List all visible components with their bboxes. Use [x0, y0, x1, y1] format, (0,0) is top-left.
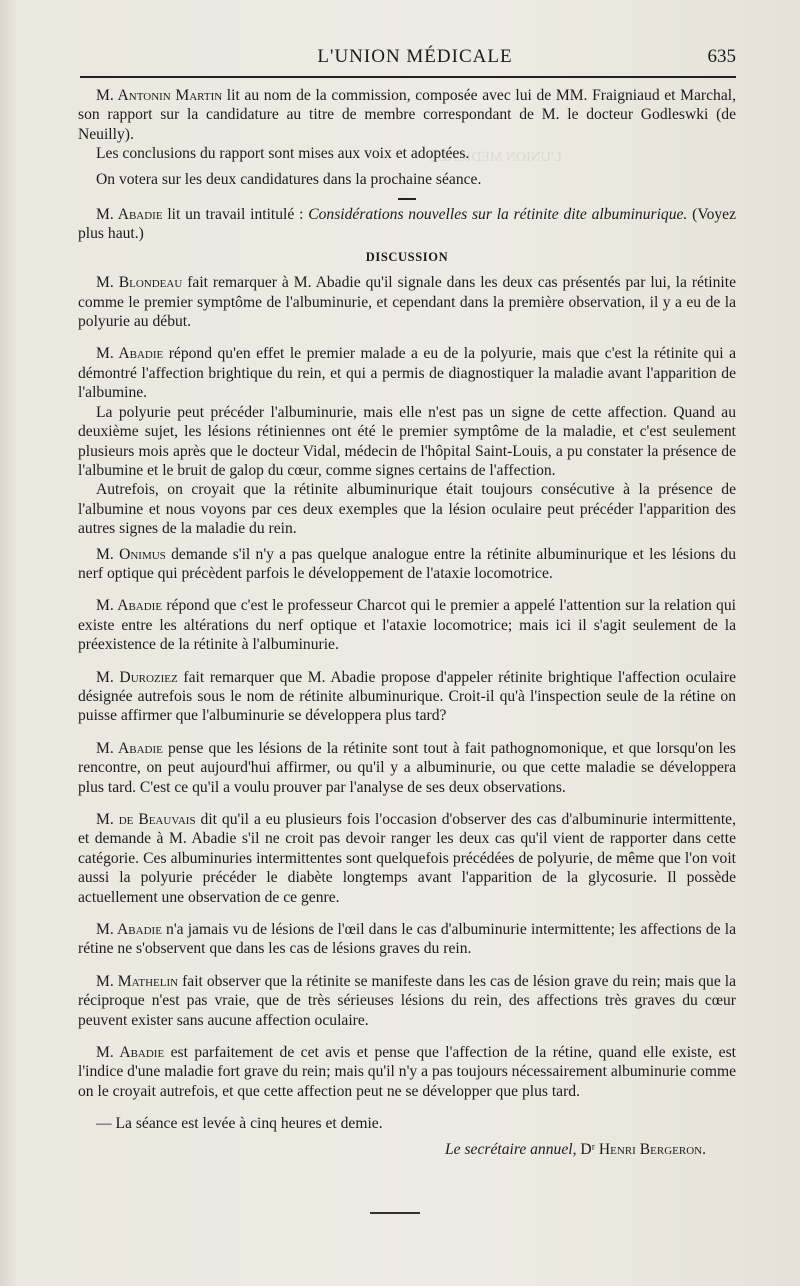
- speaker-name: M. Onimus: [96, 545, 166, 563]
- paragraph-de-beauvais: [78, 810, 736, 907]
- speaker-name: M. Abadie: [96, 206, 163, 224]
- running-title: L'UNION MÉDICALE: [317, 46, 513, 67]
- signature-name: Dʳ Henri Bergeron.: [580, 1140, 706, 1158]
- speaker-name: M. Abadie: [96, 345, 164, 363]
- signature: [78, 1140, 736, 1159]
- page-header: [80, 40, 750, 72]
- header-rule: [80, 76, 736, 78]
- paragraph-text: lit un travail intitulé :: [162, 206, 309, 224]
- paragraph-duroziez: [78, 668, 736, 726]
- bleed-through-text: L'UNION MÉDICALE: [430, 150, 563, 165]
- paragraph-conclusions: Les conclusions du rapport sont mises aux voix et adoptées.: [96, 145, 470, 163]
- paragraph-abadie-reply-3: [78, 739, 736, 797]
- document-body: [78, 86, 736, 1159]
- paragraph-abadie-reply-4: [78, 920, 736, 959]
- paragraph-abadie-reply-2: [78, 596, 736, 654]
- paragraph-polyurie: La polyurie peut précéder l'albuminurie, mais elle n'est pas un signe de cette affection. Quand au deuxième sujet, les lésions rétiniennes ont été le premier symptôme de la maladie, et c'est seulement plusieurs mois après que le docteur Vidal, médecin de l'hôpital Saint-Louis, a pu constater la présence de l'albumine et le bruit de galop du cœur, comme signes certains de l'affection.: [78, 403, 736, 479]
- paragraph-text: répond que c'est le professeur Charcot qui le premier a appelé l'attention sur la relation qui existe entre les altérations du nerf optique et l'ataxie locomotrice; mais ici il s'agit seulement de la préexistence de la rétinite à l'albuminurie.: [78, 597, 736, 654]
- page-number: 635: [707, 46, 736, 67]
- paragraph-text: fait remarquer que M. Abadie propose d'appeler rétinite brightique l'affection oculaire désignée autrefois sous le nom de rétinite albuminurique. Croit-il qu'à l'inspection seule de la rétine on puisse affirmer que l'albuminurie se développera plus tard?: [78, 668, 736, 725]
- speaker-name: M. Abadie: [96, 921, 162, 939]
- paragraph-mathelin: [78, 972, 736, 1030]
- speaker-name: M. Abadie: [96, 739, 163, 757]
- paragraph-text: pense que les lésions de la rétinite sont tout à fait pathognomonique, et que lorsqu'on les rencontre, on peut aujourd'hui affirmer, ou qu'il y a albuminurie, ou que cette maladie se développera plus tard. C'est ce qu'il a voulu prouver par l'analyse de ses deux observations.: [78, 739, 736, 796]
- paragraph-text: fait observer que la rétinite se manifeste dans les cas de lésion grave du rein; mais que la réciproque n'est pas vraie, que de très sérieuses lésions du rein, des affections très graves du cœur peuvent exister sans aucune affection oculaire.: [78, 972, 736, 1029]
- paragraph-text: dit qu'il a eu plusieurs fois l'occasion d'observer des cas d'albuminurie intermittente, et demande à M. Abadie s'il ne croit pas devoir ranger les deux cas qu'il vient de rapporter dans cette catégorie. Ces albuminuries intermittentes sont quelquefois précédées de polyurie, de même que l'on voit aussi la polyurie précéder le diabète longtemps avant l'apparition de la glycosurie. Il possède actuellement une observation de ce genre.: [78, 811, 736, 906]
- paragraph-abadie-paper: [78, 205, 736, 244]
- speaker-name: M. de Beauvais: [96, 811, 196, 828]
- speaker-name: M. Duroziez: [96, 668, 178, 686]
- paragraph-onimus: [78, 545, 736, 584]
- paragraph-text: fait remarquer à M. Abadie qu'il signale dans les deux cas présentés par lui, la rétinite comme le premier symptôme de l'albuminurie, et cependant dans la première observation, il y a eu de la polyurie au début.: [78, 274, 736, 331]
- paragraph-text: lit au nom de la commission, composée avec lui de MM. Fraigniaud et Marchal, son rapport sur la candidature au titre de membre correspondant de M. le docteur Godleswki (de Neuilly).: [78, 87, 736, 143]
- paragraph-blondeau: [78, 273, 736, 331]
- paper-title: Considérations nouvelles sur la rétinite dite albuminurique.: [308, 206, 688, 224]
- paragraph-text: demande s'il n'y a pas quelque analogue entre la rétinite albuminurique et les lésions du nerf optique qui précèdent parfois le développement de l'ataxie locomotrice.: [78, 545, 737, 582]
- signature-role: Le secrétaire annuel,: [444, 1140, 581, 1158]
- speaker-name: M. Abadie: [96, 597, 163, 615]
- paragraph-martin-report: [78, 86, 736, 144]
- paragraph-abadie-reply-5: [78, 1043, 736, 1101]
- section-rule: [398, 198, 416, 200]
- speaker-name: M. Antonin Martin: [96, 87, 223, 104]
- paragraph-seance-levee: — La séance est levée à cinq heures et demie.: [96, 1115, 383, 1133]
- paragraph-autrefois: Autrefois, on croyait que la rétinite albuminurique était toujours consécutive à la présence de l'albumine et nous voyons par ces deux exemples que la lésion oculaire peut précéder l'apparition des autres signes de la maladie du rein.: [78, 481, 736, 538]
- discussion-heading: DISCUSSION: [365, 249, 449, 264]
- paragraph-abadie-reply-1: [78, 344, 736, 402]
- paragraph-text: répond qu'en effet le premier malade a eu de la polyurie, mais que c'est la rétinite qui a démontré l'affection brightique du rein, et qui a permis de diagnostiquer la maladie avant l'apparition de l'albumine.: [78, 345, 736, 402]
- speaker-name: M. Abadie: [96, 1044, 165, 1062]
- paragraph-text: (Voyez plus haut.): [78, 206, 737, 243]
- paragraph-text: n'a jamais vu de lésions de l'œil dans le cas d'albuminurie intermittente; les affections de la rétine ne s'observent que dans les cas de lésions graves du rein.: [78, 921, 736, 958]
- speaker-name: M. Blondeau: [96, 274, 183, 292]
- paragraph-vote: On votera sur les deux candidatures dans la prochaine séance.: [96, 170, 482, 188]
- paragraph-text: est parfaitement de cet avis et pense que l'affection de la rétine, quand elle existe, est l'indice d'une maladie fort grave du rein; mais qu'il n'y a pas toujours nécessairement albuminurie comme on le croyait autrefois, et que cette affection peut ne se développer que plus tard.: [78, 1044, 736, 1100]
- speaker-name: M. Mathelin: [96, 972, 179, 990]
- end-rule: [370, 1212, 420, 1214]
